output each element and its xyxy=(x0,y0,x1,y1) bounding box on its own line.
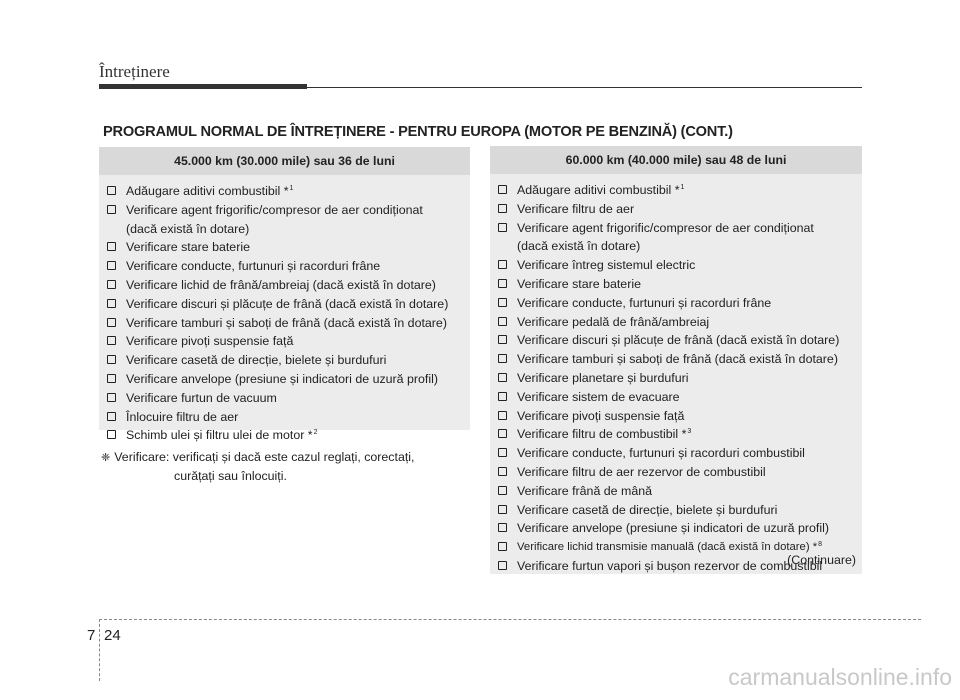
list-item-text: Verificare filtru de aer rezervor de combustibil xyxy=(517,464,766,479)
list-item xyxy=(498,388,858,407)
list-item-text: Verificare anvelope (presiune și indicatori de uzură profil) xyxy=(517,521,829,536)
list-item-continuation xyxy=(498,237,858,256)
list-item-text: Verificare discuri și plăcuțe de frână (dacă există în dotare) xyxy=(126,296,449,311)
list-item xyxy=(498,463,858,482)
list-item xyxy=(498,425,858,444)
list-item-text: (dacă există în dotare) xyxy=(126,221,250,236)
list-item-text: Verificare furtun de vacuum xyxy=(126,390,277,405)
footnote-ref: 2 xyxy=(313,429,318,437)
checkbox-icon xyxy=(498,298,507,307)
checkbox-icon xyxy=(498,448,507,457)
list-item xyxy=(498,200,858,219)
maintenance-note xyxy=(101,448,471,485)
list-item xyxy=(498,294,858,313)
list-item xyxy=(107,238,466,257)
list-item-text: Verificare conducte, furtunuri și racorduri combustibil xyxy=(517,446,805,461)
list-item xyxy=(107,295,466,314)
checkbox-icon xyxy=(498,561,507,570)
list-item xyxy=(107,257,466,276)
checkbox-icon xyxy=(498,354,507,363)
list-item xyxy=(107,276,466,295)
list-item-text: Verificare casetă de direcție, bielete și burdufuri xyxy=(126,353,387,368)
list-item xyxy=(498,313,858,332)
checkbox-icon xyxy=(107,205,116,214)
left-panel xyxy=(99,147,470,443)
list-item-text: Verificare furtun vapori și bușon rezervor de combustibil xyxy=(517,558,823,573)
list-item-text: Verificare anvelope (presiune și indicatori de uzură profil) xyxy=(126,371,438,386)
list-item xyxy=(107,201,466,220)
checkbox-icon xyxy=(107,242,116,251)
list-item-text: Înlocuire filtru de aer xyxy=(126,409,239,424)
note-line-2: curățați sau înlocuiți. xyxy=(174,469,287,483)
list-item xyxy=(498,350,858,369)
section-title: Întreținere xyxy=(99,62,170,81)
list-item xyxy=(498,482,858,501)
list-item-text: Verificare tamburi și saboți de frână (dacă există în dotare) xyxy=(126,315,447,330)
list-item-text: Verificare agent frigorific/compresor de aer condiționat xyxy=(126,202,423,217)
list-item-text: Verificare conducte, furtunuri și racorduri frâne xyxy=(126,259,381,274)
checkbox-icon xyxy=(107,355,116,364)
checkbox-icon xyxy=(107,318,116,327)
page-number: 24 xyxy=(104,627,121,644)
checkbox-icon xyxy=(107,186,116,195)
checkbox-icon xyxy=(107,430,116,439)
list-item-text: Verificare pedală de frână/ambreiaj xyxy=(517,314,710,329)
checkbox-icon xyxy=(498,279,507,288)
continuation-label: (Continuare) xyxy=(787,553,856,567)
header-rule xyxy=(99,87,862,88)
checkbox-icon xyxy=(498,486,507,495)
list-item-text: Verificare stare baterie xyxy=(517,276,641,291)
list-item-text: Verificare agent frigorific/compresor de aer condiționat xyxy=(517,220,814,235)
list-item xyxy=(498,331,858,350)
list-item-text: Verificare conducte, furtunuri și racorduri frâne xyxy=(517,295,772,310)
list-item xyxy=(107,332,466,351)
left-panel-title: 45.000 km (30.000 mile) sau 36 de luni xyxy=(99,147,470,175)
list-item xyxy=(107,370,466,389)
checkbox-icon xyxy=(498,429,507,438)
checkbox-icon xyxy=(498,185,507,194)
checkbox-icon xyxy=(498,373,507,382)
right-panel-list xyxy=(498,181,858,576)
list-item-text: Verificare întreg sistemul electric xyxy=(517,258,696,273)
checkbox-icon xyxy=(498,335,507,344)
list-item-text: Verificare tamburi și saboți de frână (dacă există în dotare) xyxy=(517,352,838,367)
list-item xyxy=(107,426,466,445)
checkbox-icon xyxy=(498,223,507,232)
list-item xyxy=(107,408,466,427)
checkbox-icon xyxy=(107,299,116,308)
list-item xyxy=(498,501,858,520)
right-panel xyxy=(490,146,862,574)
checkbox-icon xyxy=(107,336,116,345)
checkbox-icon xyxy=(498,204,507,213)
list-item xyxy=(107,182,466,201)
footer-rule xyxy=(99,619,921,620)
list-item-text: Schimb ulei și filtru ulei de motor * xyxy=(126,428,313,443)
list-item-text: Adăugare aditivi combustibil * xyxy=(126,184,289,198)
list-item-text: Adăugare aditivi combustibil * xyxy=(517,183,680,197)
list-item xyxy=(498,369,858,388)
checkbox-icon xyxy=(498,411,507,420)
list-item xyxy=(107,389,466,408)
list-item-text: Verificare sistem de evacuare xyxy=(517,389,680,404)
list-item xyxy=(498,219,858,238)
list-item xyxy=(498,407,858,426)
list-item xyxy=(498,181,858,200)
checkbox-icon xyxy=(498,505,507,514)
list-item-text: Verificare pivoți suspensie față xyxy=(126,334,294,349)
list-item xyxy=(498,275,858,294)
footnote-ref: 1 xyxy=(289,185,294,192)
list-item-text: (dacă există în dotare) xyxy=(517,239,641,254)
watermark: carmanualsonline.info xyxy=(728,664,952,690)
list-item xyxy=(498,256,858,275)
checkbox-icon xyxy=(107,393,116,402)
checkbox-icon xyxy=(498,467,507,476)
checkbox-icon xyxy=(107,412,116,421)
footnote-ref: 8 xyxy=(818,541,823,549)
note-symbol: ❈ xyxy=(101,452,111,464)
right-panel-title: 60.000 km (40.000 mile) sau 48 de luni xyxy=(490,146,862,174)
list-item-text: Verificare filtru de aer xyxy=(517,201,635,216)
list-item-continuation xyxy=(107,220,466,239)
chapter-number: 7 xyxy=(87,627,96,644)
list-item xyxy=(498,444,858,463)
list-item-text: Verificare lichid transmisie manuală (dacă există în dotare) * xyxy=(517,541,818,554)
list-item-text: Verificare filtru de combustibil * xyxy=(517,427,687,442)
checkbox-icon xyxy=(498,317,507,326)
footer-divider xyxy=(99,619,100,681)
list-item xyxy=(107,351,466,370)
list-item-text: Verificare pivoți suspensie față xyxy=(517,408,685,423)
list-item-text: Verificare planetare și burdufuri xyxy=(517,370,689,385)
footnote-ref: 1 xyxy=(680,184,685,191)
checkbox-icon xyxy=(107,261,116,270)
list-item-text: Verificare lichid de frână/ambreiaj (dacă există în dotare) xyxy=(126,277,436,292)
note-line-1 xyxy=(101,448,471,467)
checkbox-icon xyxy=(498,523,507,532)
list-item-text: Verificare stare baterie xyxy=(126,240,250,255)
list-item xyxy=(498,519,858,538)
list-item-text: Verificare discuri și plăcuțe de frână (dacă există în dotare) xyxy=(517,333,840,348)
list-item xyxy=(107,314,466,333)
note-text-1: Verificare: verificați și dacă este cazul reglați, corectați, xyxy=(114,450,415,464)
checkbox-icon xyxy=(107,374,116,383)
page-heading: PROGRAMUL NORMAL DE ÎNTREȚINERE - PENTRU EUROPA (MOTOR PE BENZINĂ) (CONT.) xyxy=(103,124,733,140)
footnote-ref: 3 xyxy=(687,428,692,436)
checkbox-icon xyxy=(498,542,507,551)
left-panel-list xyxy=(107,182,466,445)
list-item-text: Verificare frână de mână xyxy=(517,483,652,498)
checkbox-icon xyxy=(107,280,116,289)
checkbox-icon xyxy=(498,260,507,269)
checkbox-icon xyxy=(498,392,507,401)
list-item-text: Verificare casetă de direcție, bielete și burdufuri xyxy=(517,502,778,517)
